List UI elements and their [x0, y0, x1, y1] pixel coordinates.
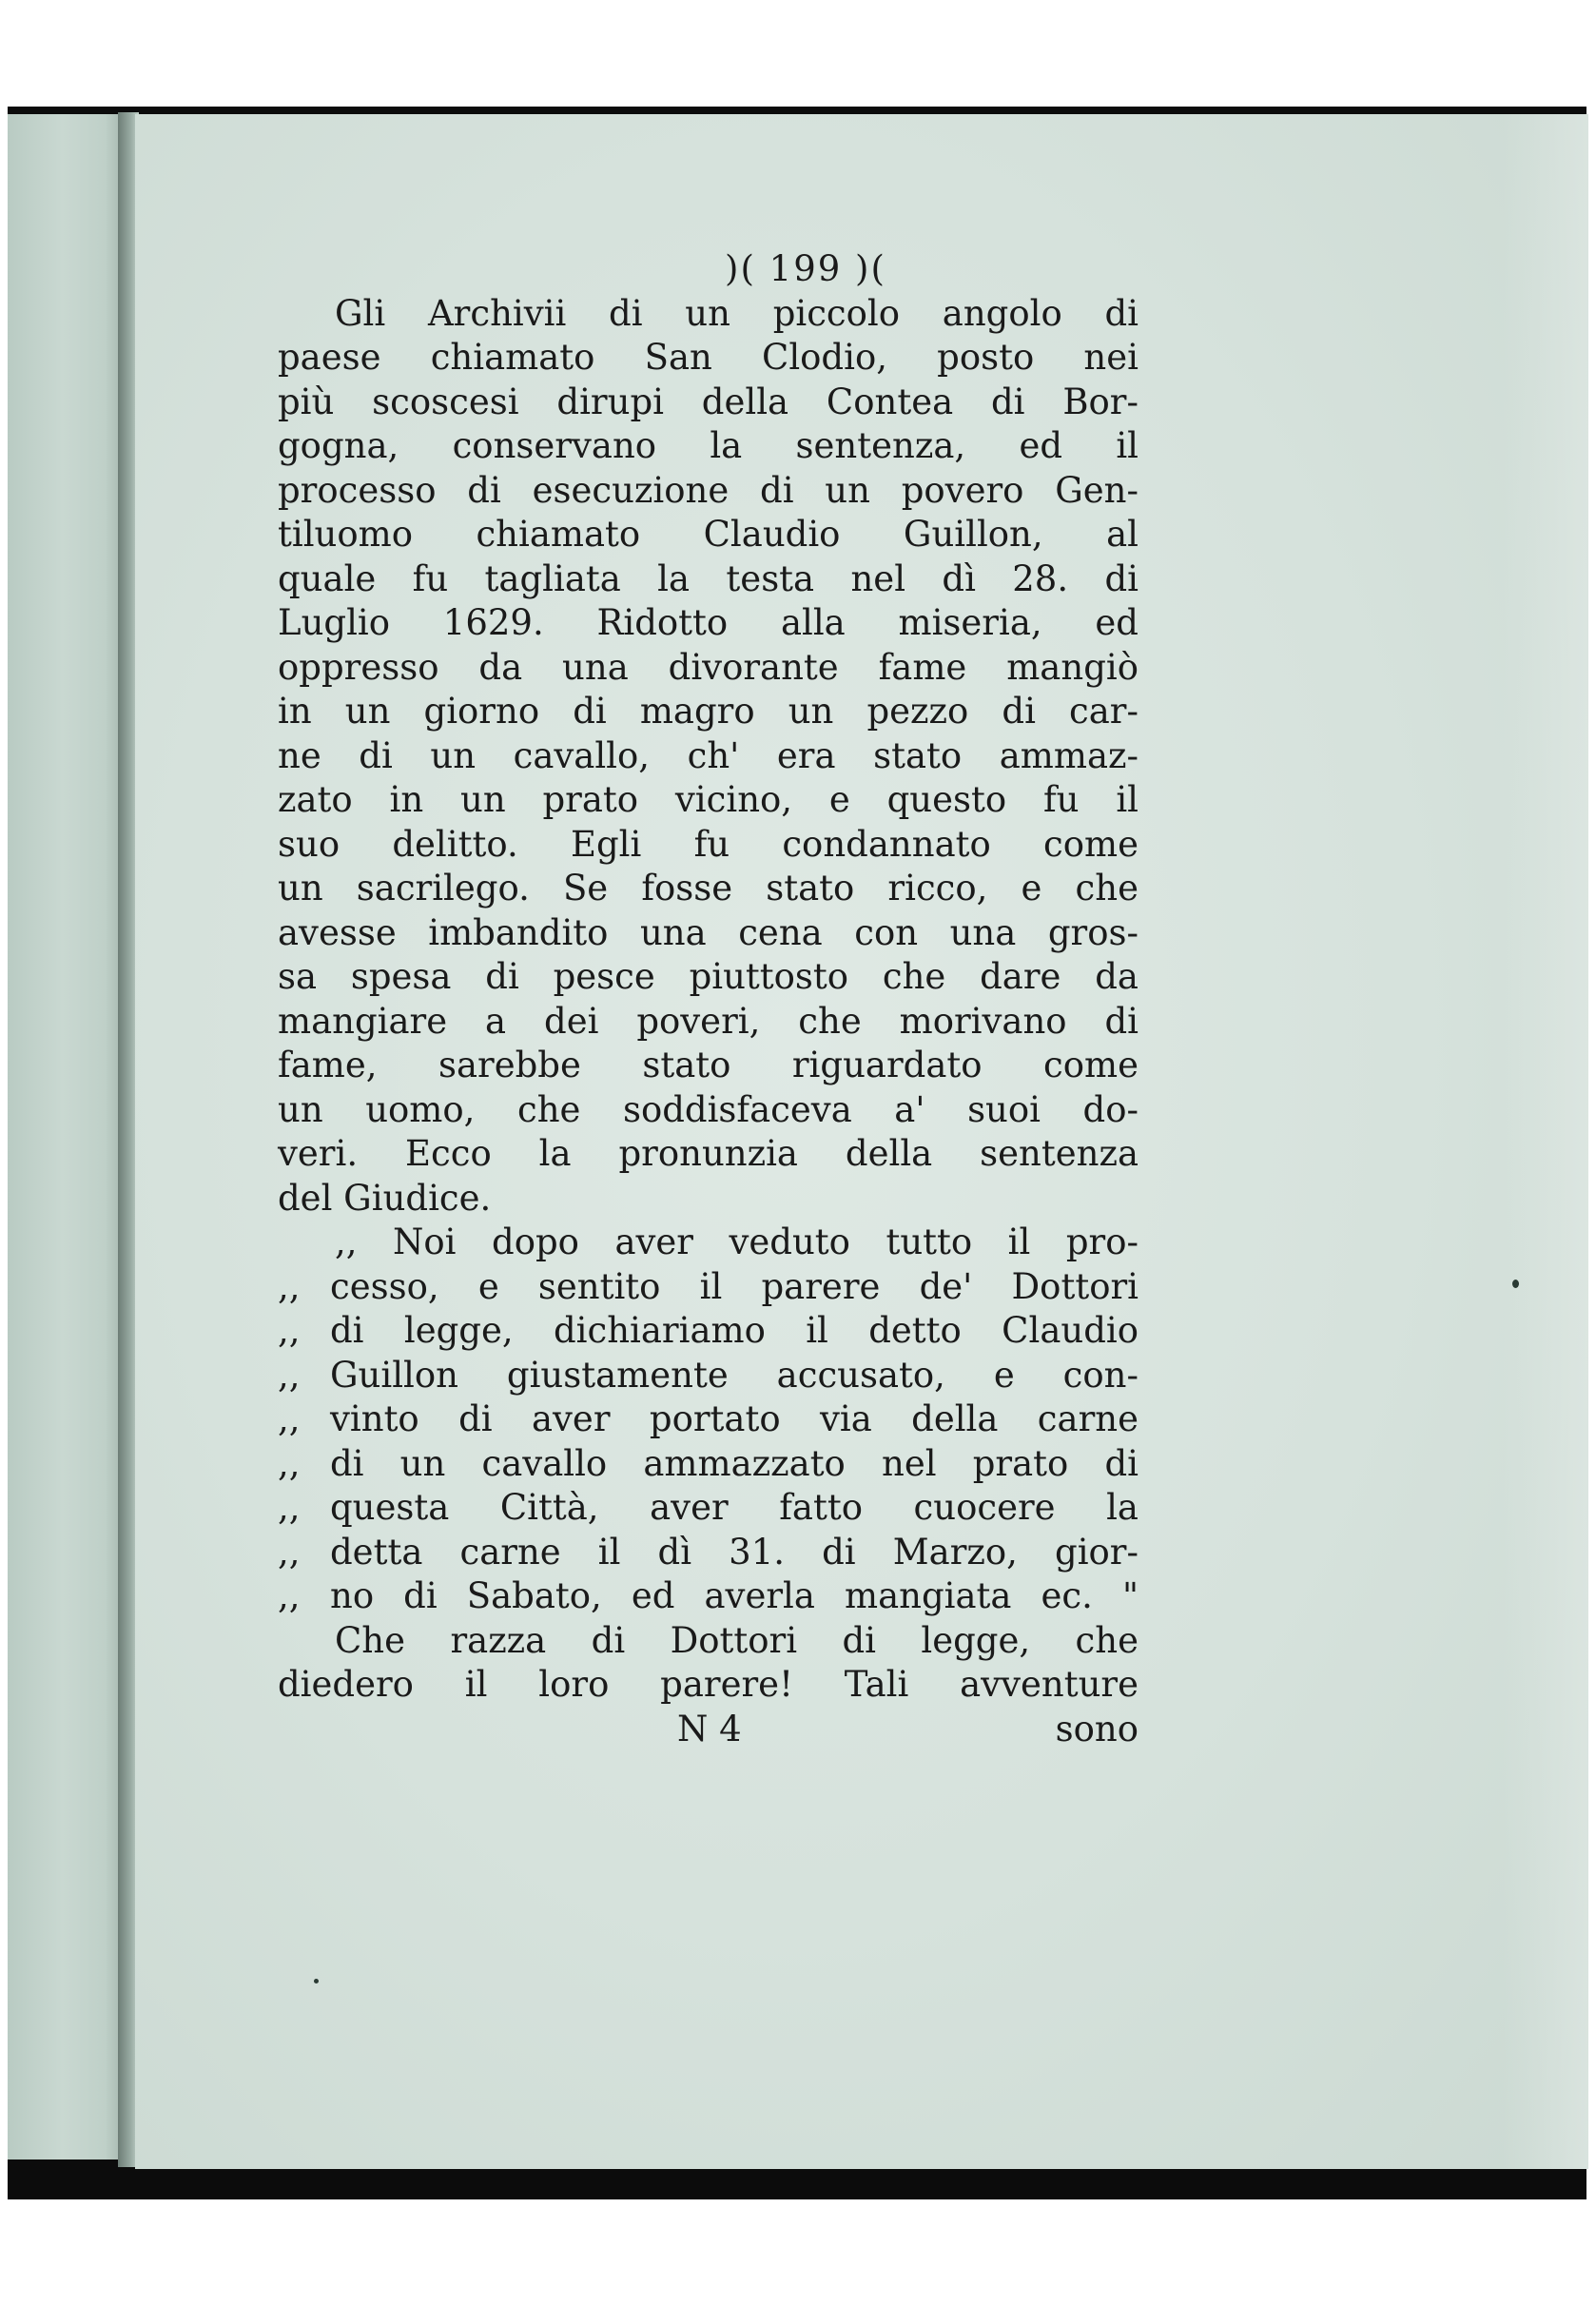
text-line: oppresso da una divorante fame mangiò: [278, 646, 1139, 688]
text-line: diedero il loro parere! Tali avventure: [278, 1664, 1139, 1705]
quotation: [278, 1221, 1276, 1619]
quote-mark: ,,: [278, 1575, 301, 1616]
text-line: un sacrilego. Se fosse stato ricco, e che: [278, 868, 1139, 909]
quote-text: di legge, dichiariamo il detto Claudio: [330, 1310, 1139, 1351]
quote-line: [278, 1442, 1139, 1487]
quote-line: [278, 1265, 1139, 1310]
quote-text: Guillon giustamente accusato, e con-: [330, 1354, 1139, 1396]
text-line: processo di esecuzione di un povero Gen-: [278, 469, 1139, 511]
paragraph-3: [278, 1619, 1276, 1708]
text-line: in un giorno di magro un pezzo di car-: [278, 691, 1139, 732]
text-line: quale fu tagliata la testa nel dì 28. di: [278, 557, 1139, 599]
text-line: mangiare a dei poveri, che morivano di: [278, 1000, 1139, 1042]
text-line: paese chiamato San Clodio, posto nei: [278, 337, 1139, 378]
text-line: Che razza di Dottori di legge, che: [335, 1619, 1139, 1661]
quote-text: no di Sabato, ed averla mangiata ec. ": [330, 1575, 1139, 1616]
quote-line: [278, 1354, 1139, 1398]
text-line: fame, sarebbe stato riguardato come: [278, 1045, 1139, 1085]
quote-text: cesso, e sentito il parere de' Dottori: [330, 1265, 1139, 1307]
signature-mark: N 4: [677, 1708, 742, 1749]
quote-mark: ,,: [278, 1487, 301, 1528]
text-line: zato in un prato vicino, e questo fu il: [278, 779, 1139, 820]
catchword: sono: [1055, 1708, 1139, 1749]
quote-line: [278, 1531, 1139, 1575]
quote-line: [278, 1574, 1139, 1619]
text-line: ,, Noi dopo aver veduto tutto il pro-: [335, 1221, 1139, 1262]
ink-speck: [1512, 1280, 1519, 1288]
text-line: del Giudice.: [278, 1177, 492, 1219]
text-line: Luglio 1629. Ridotto alla miseria, ed: [278, 602, 1139, 643]
facing-page-edge: [8, 114, 129, 2159]
text-line: ne di un cavallo, ch' era stato ammaz-: [278, 734, 1139, 776]
page-header: )( 199 )(: [725, 248, 886, 289]
ink-speck: [314, 1979, 319, 1984]
text-line: sa spesa di pesce piuttosto che dare da: [278, 956, 1139, 997]
quote-line: [278, 1397, 1139, 1442]
quote-text: detta carne il dì 31. di Marzo, gior-: [330, 1531, 1139, 1573]
quote-mark: ,,: [278, 1398, 301, 1439]
text-line: più scoscesi dirupi della Contea di Bor-: [278, 381, 1139, 422]
quote-mark: ,,: [278, 1531, 301, 1573]
text-line: un uomo, che soddisfaceva a' suoi do-: [278, 1088, 1139, 1130]
text-line: gogna, conservano la sentenza, ed il: [278, 425, 1139, 466]
paragraph-1: [278, 292, 1276, 1221]
quote-mark: ,,: [278, 1265, 301, 1307]
text-line: suo delitto. Egli fu condannato come: [278, 823, 1139, 865]
page-footer: [278, 1708, 1139, 1751]
quote-mark: ,,: [278, 1310, 301, 1351]
text-line: tiluomo chiamato Claudio Guillon, al: [278, 514, 1139, 555]
quote-mark: ,,: [278, 1354, 301, 1396]
quote-text: di un cavallo ammazzato nel prato di: [330, 1442, 1139, 1484]
book-page: [135, 114, 1588, 2169]
quote-text: vinto di aver portato via della carne: [330, 1398, 1139, 1439]
quote-line: [278, 1309, 1139, 1354]
text-line: Gli Archivii di un piccolo angolo di: [335, 292, 1139, 334]
quote-line: [278, 1486, 1139, 1531]
text-line: avesse imbandito una cena con una gros-: [278, 911, 1139, 953]
quote-text: questa Città, aver fatto cuocere la: [330, 1487, 1139, 1528]
text-line: veri. Ecco la pronunzia della sentenza: [278, 1133, 1139, 1174]
quote-mark: ,,: [278, 1442, 301, 1484]
page-text: [278, 247, 1276, 1751]
page-edge-shade: [1503, 114, 1588, 2169]
